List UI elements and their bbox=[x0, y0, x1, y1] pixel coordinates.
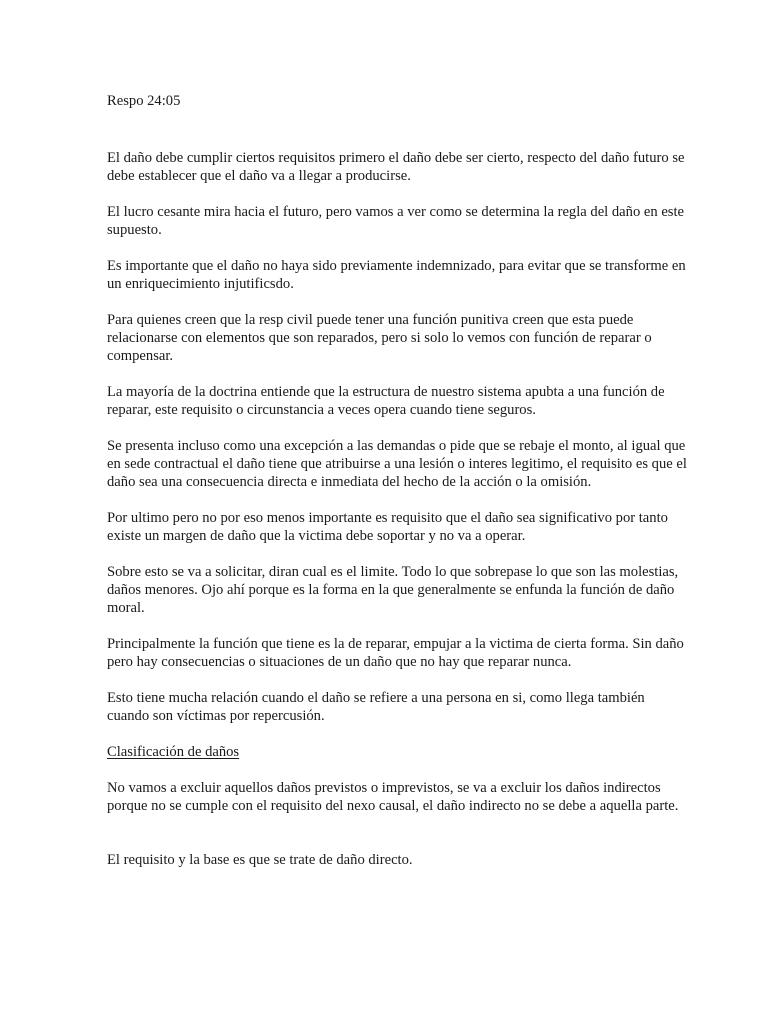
paragraph-10: Esto tiene mucha relación cuando el daño se refiere a una persona en si, como llega también cuando son víctimas por repercusión. bbox=[107, 690, 645, 724]
paragraph-2: El lucro cesante mira hacia el futuro, pero vamos a ver como se determina la regla del daño en este supuesto. bbox=[107, 204, 685, 238]
paragraph-8: Sobre esto se va a solicitar, diran cual es el limite. Todo lo que sobrepase lo que son las molestias, daños menores. Ojo ahí porque es la forma en la que generalmente se enfunda la función de daño moral. bbox=[107, 564, 679, 616]
paragraph-4: Para quienes creen que la resp civil puede tener una función punitiva creen que esta puede relacionarse con elementos que son reparados, pero si solo lo vemos con función de reparar o compensar. bbox=[107, 312, 652, 364]
paragraph-3: Es importante que el daño no haya sido previamente indemnizado, para evitar que se transforme en un enriquecimiento injutificsdo. bbox=[107, 258, 686, 292]
paragraph-12: El requisito y la base es que se trate de daño directo. bbox=[107, 852, 413, 868]
document-heading: Respo 24:05 bbox=[107, 93, 181, 109]
paragraph-5: La mayoría de la doctrina entiende que la estructura de nuestro sistema apubta a una función de reparar, este requisito o circunstancia a veces opera cuando tiene seguros. bbox=[107, 384, 665, 418]
paragraph-11: No vamos a excluir aquellos daños previstos o imprevistos, se va a excluir los daños indirectos porque no se cumple con el requisito del nexo causal, el daño indirecto no se debe a aquella parte. bbox=[107, 780, 679, 814]
paragraph-7: Por ultimo pero no por eso menos importante es requisito que el daño sea significativo por tanto existe un margen de daño que la victima debe soportar y no va a operar. bbox=[107, 510, 668, 544]
paragraph-9: Principalmente la función que tiene es la de reparar, empujar a la victima de cierta forma. Sin daño pero hay consecuencias o situaciones de un daño que no hay que reparar nunca. bbox=[107, 636, 684, 670]
section-subheading: Clasificación de daños bbox=[107, 744, 240, 760]
paragraph-6: Se presenta incluso como una excepción a las demandas o pide que se rebaje el monto, al igual que en sede contractual el daño tiene que atribuirse a una lesión o interes legitimo, el requisito es que el daño sea una consecuencia directa e inmediata del hecho de la acción o la omisión. bbox=[107, 438, 687, 490]
paragraph-1: El daño debe cumplir ciertos requisitos primero el daño debe ser cierto, respecto del daño futuro se debe establecer que el daño va a llegar a producirse. bbox=[107, 150, 685, 184]
